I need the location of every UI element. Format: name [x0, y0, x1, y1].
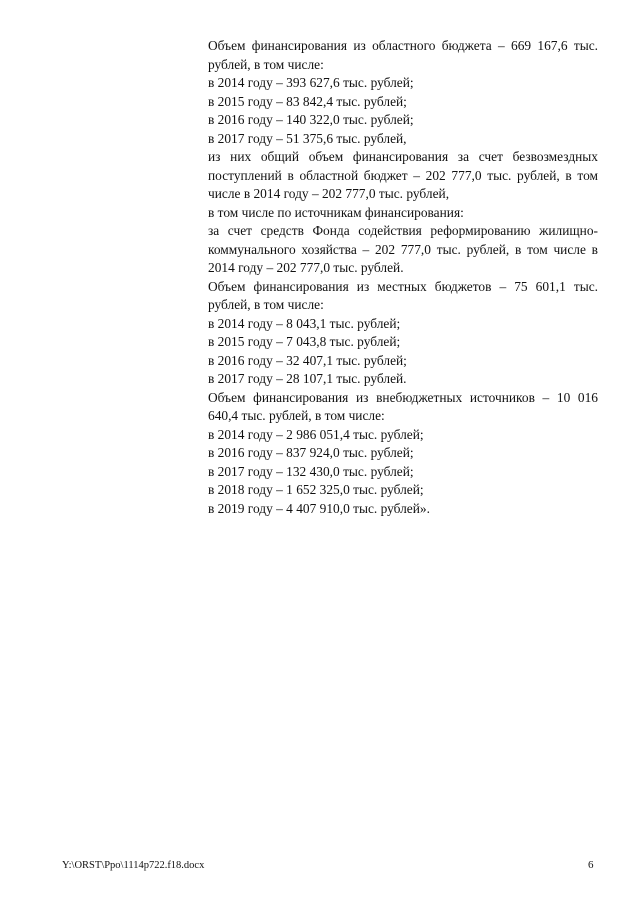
paragraph: в 2014 году – 393 627,6 тыс. рублей;: [208, 75, 414, 90]
paragraph: Объем финансирования из местных бюджетов – 75 601,1 тыс. рублей, в том числе:: [208, 278, 598, 312]
paragraph: в 2018 году – 1 652 325,0 тыс. рублей;: [208, 482, 424, 497]
paragraph: в 2014 году – 8 043,1 тыс. рублей;: [208, 315, 401, 331]
page-number: 6: [588, 859, 594, 871]
paragraph: за счет средств Фонда содействия реформированию жилищно-коммунального хозяйства – 202 777,0 тыс. рублей, в том числе в 2014 году – 202 777,0 тыс. рублей.: [208, 223, 598, 275]
paragraph: в 2017 году – 132 430,0 тыс. рублей;: [208, 463, 414, 479]
paragraph: в 2019 году – 4 407 910,0 тыс. рублей».: [208, 500, 430, 516]
paragraph: в 2016 году – 32 407,1 тыс. рублей;: [208, 352, 407, 368]
paragraph: из них общий объем финансирования за счет безвозмездных поступлений в областной бюджет – 202 777,0 тыс. рублей, в том числе в 2014 году – 202 777,0 тыс. рублей,: [208, 149, 598, 201]
paragraph: в 2015 году – 7 043,8 тыс. рублей;: [208, 334, 401, 349]
paragraph: в 2016 году – 140 322,0 тыс. рублей;: [208, 112, 414, 127]
paragraph: в 2016 году – 837 924,0 тыс. рублей;: [208, 445, 414, 460]
paragraph: в 2015 году – 83 842,4 тыс. рублей;: [208, 93, 407, 109]
footer-file-path: Y:\ORST\Ppo\1114p722.f18.docx: [62, 860, 205, 871]
paragraph: в 2014 году – 2 986 051,4 тыс. рублей;: [208, 426, 424, 442]
paragraph: Объем финансирования из областного бюджета – 669 167,6 тыс. рублей, в том числе:: [208, 38, 598, 72]
paragraph: в 2017 году – 51 375,6 тыс. рублей,: [208, 130, 407, 146]
paragraph: в том числе по источникам финансирования:: [208, 204, 464, 220]
paragraph: Объем финансирования из внебюджетных источников – 10 016 640,4 тыс. рублей, в том числе:: [208, 389, 598, 423]
paragraph: в 2017 году – 28 107,1 тыс. рублей.: [208, 371, 407, 386]
document-body: [208, 37, 598, 518]
